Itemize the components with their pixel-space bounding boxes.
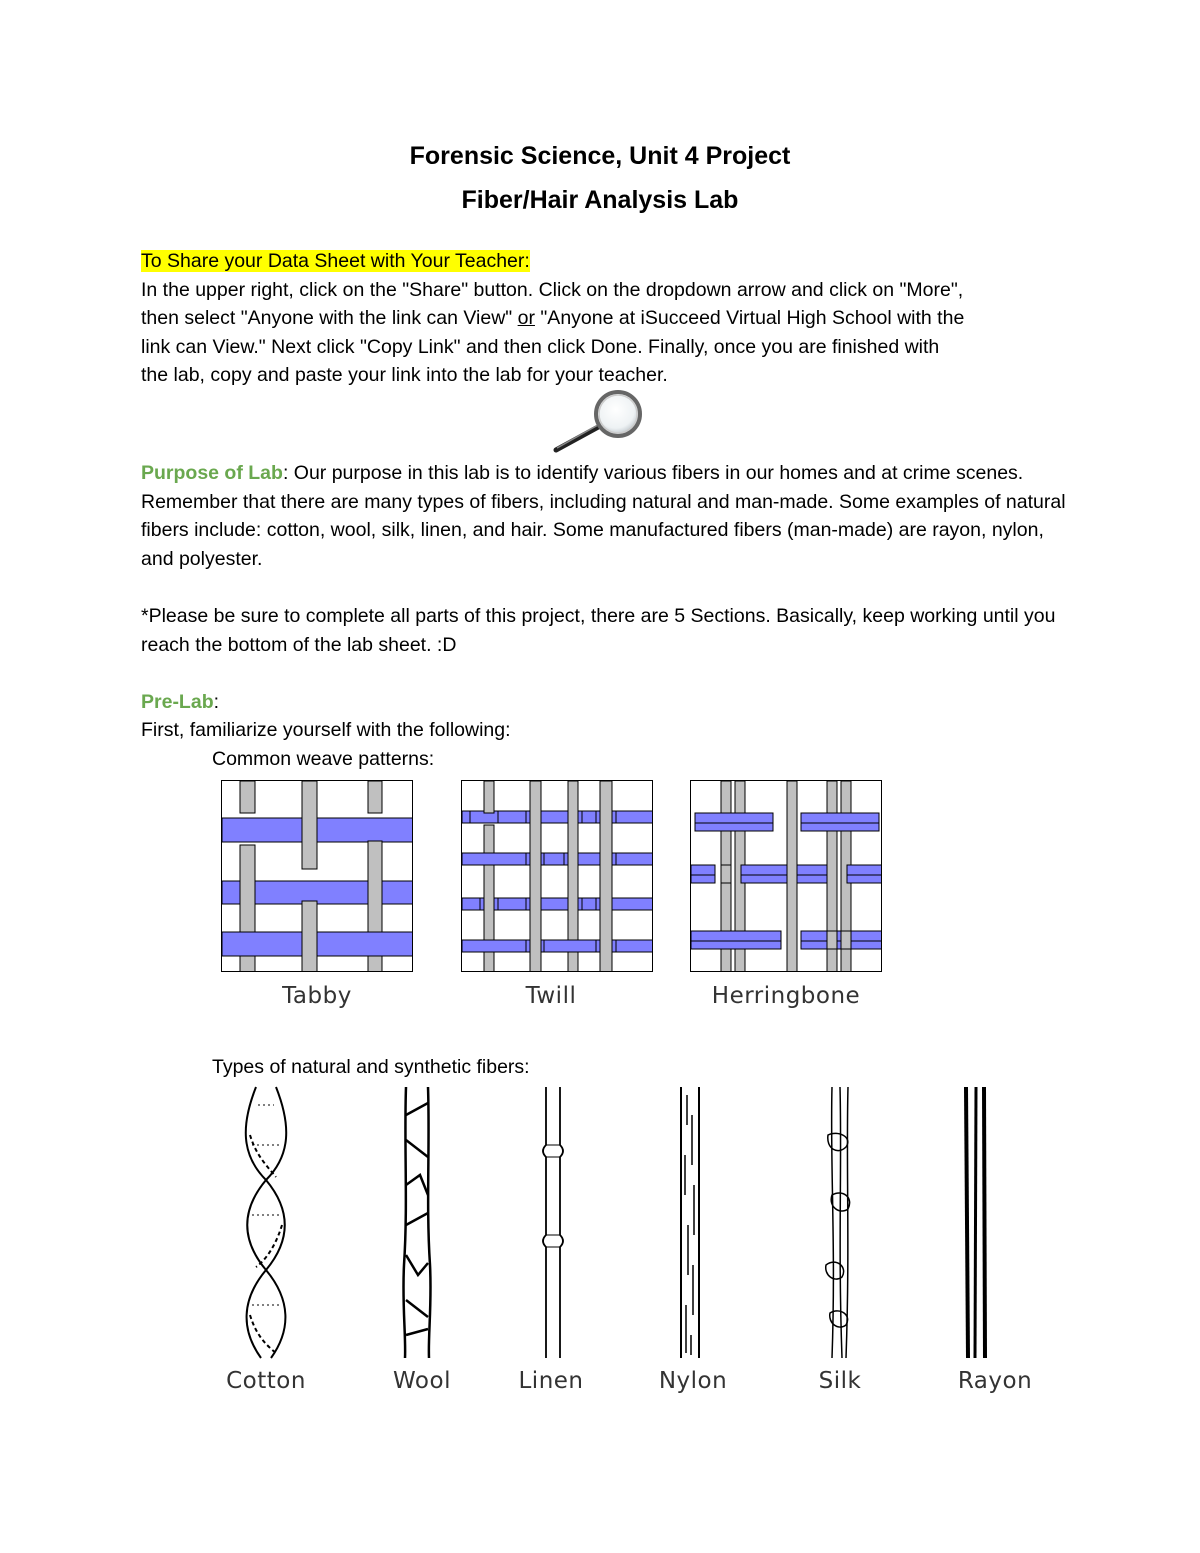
cotton-fiber-drawing: [236, 1085, 296, 1360]
fiber-label-nylon: Nylon: [658, 1368, 728, 1394]
weave-panel-herringbone: [690, 780, 882, 972]
or-underlined: or: [517, 307, 535, 329]
fiber-label-linen: Linen: [518, 1368, 584, 1394]
share-line-1: In the upper right, click on the "Share" button. Click on the dropdown arrow and click on "More",: [141, 278, 964, 301]
prelab-heading: Pre-Lab:: [141, 691, 220, 713]
fibers-heading: Types of natural and synthetic fibers:: [212, 1056, 530, 1078]
share-line-2: then select "Anyone with the link can View" or "Anyone at iSucceed Virtual High School with the: [141, 307, 965, 329]
weave-label-tabby: Tabby: [282, 983, 352, 1009]
prelab-intro: First, familiarize yourself with the following:: [141, 719, 511, 741]
linen-fiber-drawing: [538, 1085, 568, 1360]
fiber-label-rayon: Rayon: [957, 1368, 1033, 1394]
twill-diagram: [462, 781, 653, 972]
tabby-diagram: [222, 781, 413, 972]
purpose-paragraph: [141, 459, 1071, 573]
prelab-label: Pre-Lab: [141, 691, 214, 713]
wool-fiber-drawing: [396, 1085, 436, 1360]
silk-fiber-drawing: [818, 1085, 866, 1360]
purpose-text: : Our purpose in this lab is to identify various fibers in our homes and at crime scenes. Remember that there are many types of fibers, including natural and man-made. Some examples of natural fibers include: cotton, wool, silk, linen, and hair. Some manufactured fibers (man-made) are rayon, nylon, and polyester.: [141, 462, 1066, 570]
share-line-3: link can View." Next click "Copy Link" and then click Done. Finally, once you are finished with: [141, 335, 940, 358]
share-section: [141, 247, 1071, 390]
title-line-2: Fiber/Hair Analysis Lab: [461, 186, 739, 214]
weave-panel-tabby: [221, 780, 413, 972]
magnifying-glass-icon: [548, 388, 648, 456]
fiber-label-cotton: Cotton: [226, 1368, 306, 1394]
share-line-4: the lab, copy and paste your link into the lab for your teacher.: [141, 364, 668, 386]
weave-panel-twill: [461, 780, 653, 972]
fiber-label-silk: Silk: [818, 1368, 862, 1394]
title-line-1: Forensic Science, Unit 4 Project: [409, 142, 791, 170]
note-paragraph: *Please be sure to complete all parts of this project, there are 5 Sections. Basically, keep working until you reach the bottom of the lab sheet. :D: [141, 605, 1056, 656]
purpose-label: Purpose of Lab: [141, 462, 283, 484]
rayon-fiber-drawing: [960, 1085, 992, 1360]
weave-label-herringbone: Herringbone: [711, 983, 861, 1009]
fiber-label-wool: Wool: [393, 1368, 451, 1394]
weave-label-twill: Twill: [525, 983, 577, 1009]
share-heading: To Share your Data Sheet with Your Teacher:: [141, 250, 530, 272]
weave-heading: Common weave patterns:: [212, 748, 435, 770]
nylon-fiber-drawing: [675, 1085, 705, 1360]
herringbone-diagram: [691, 781, 882, 972]
